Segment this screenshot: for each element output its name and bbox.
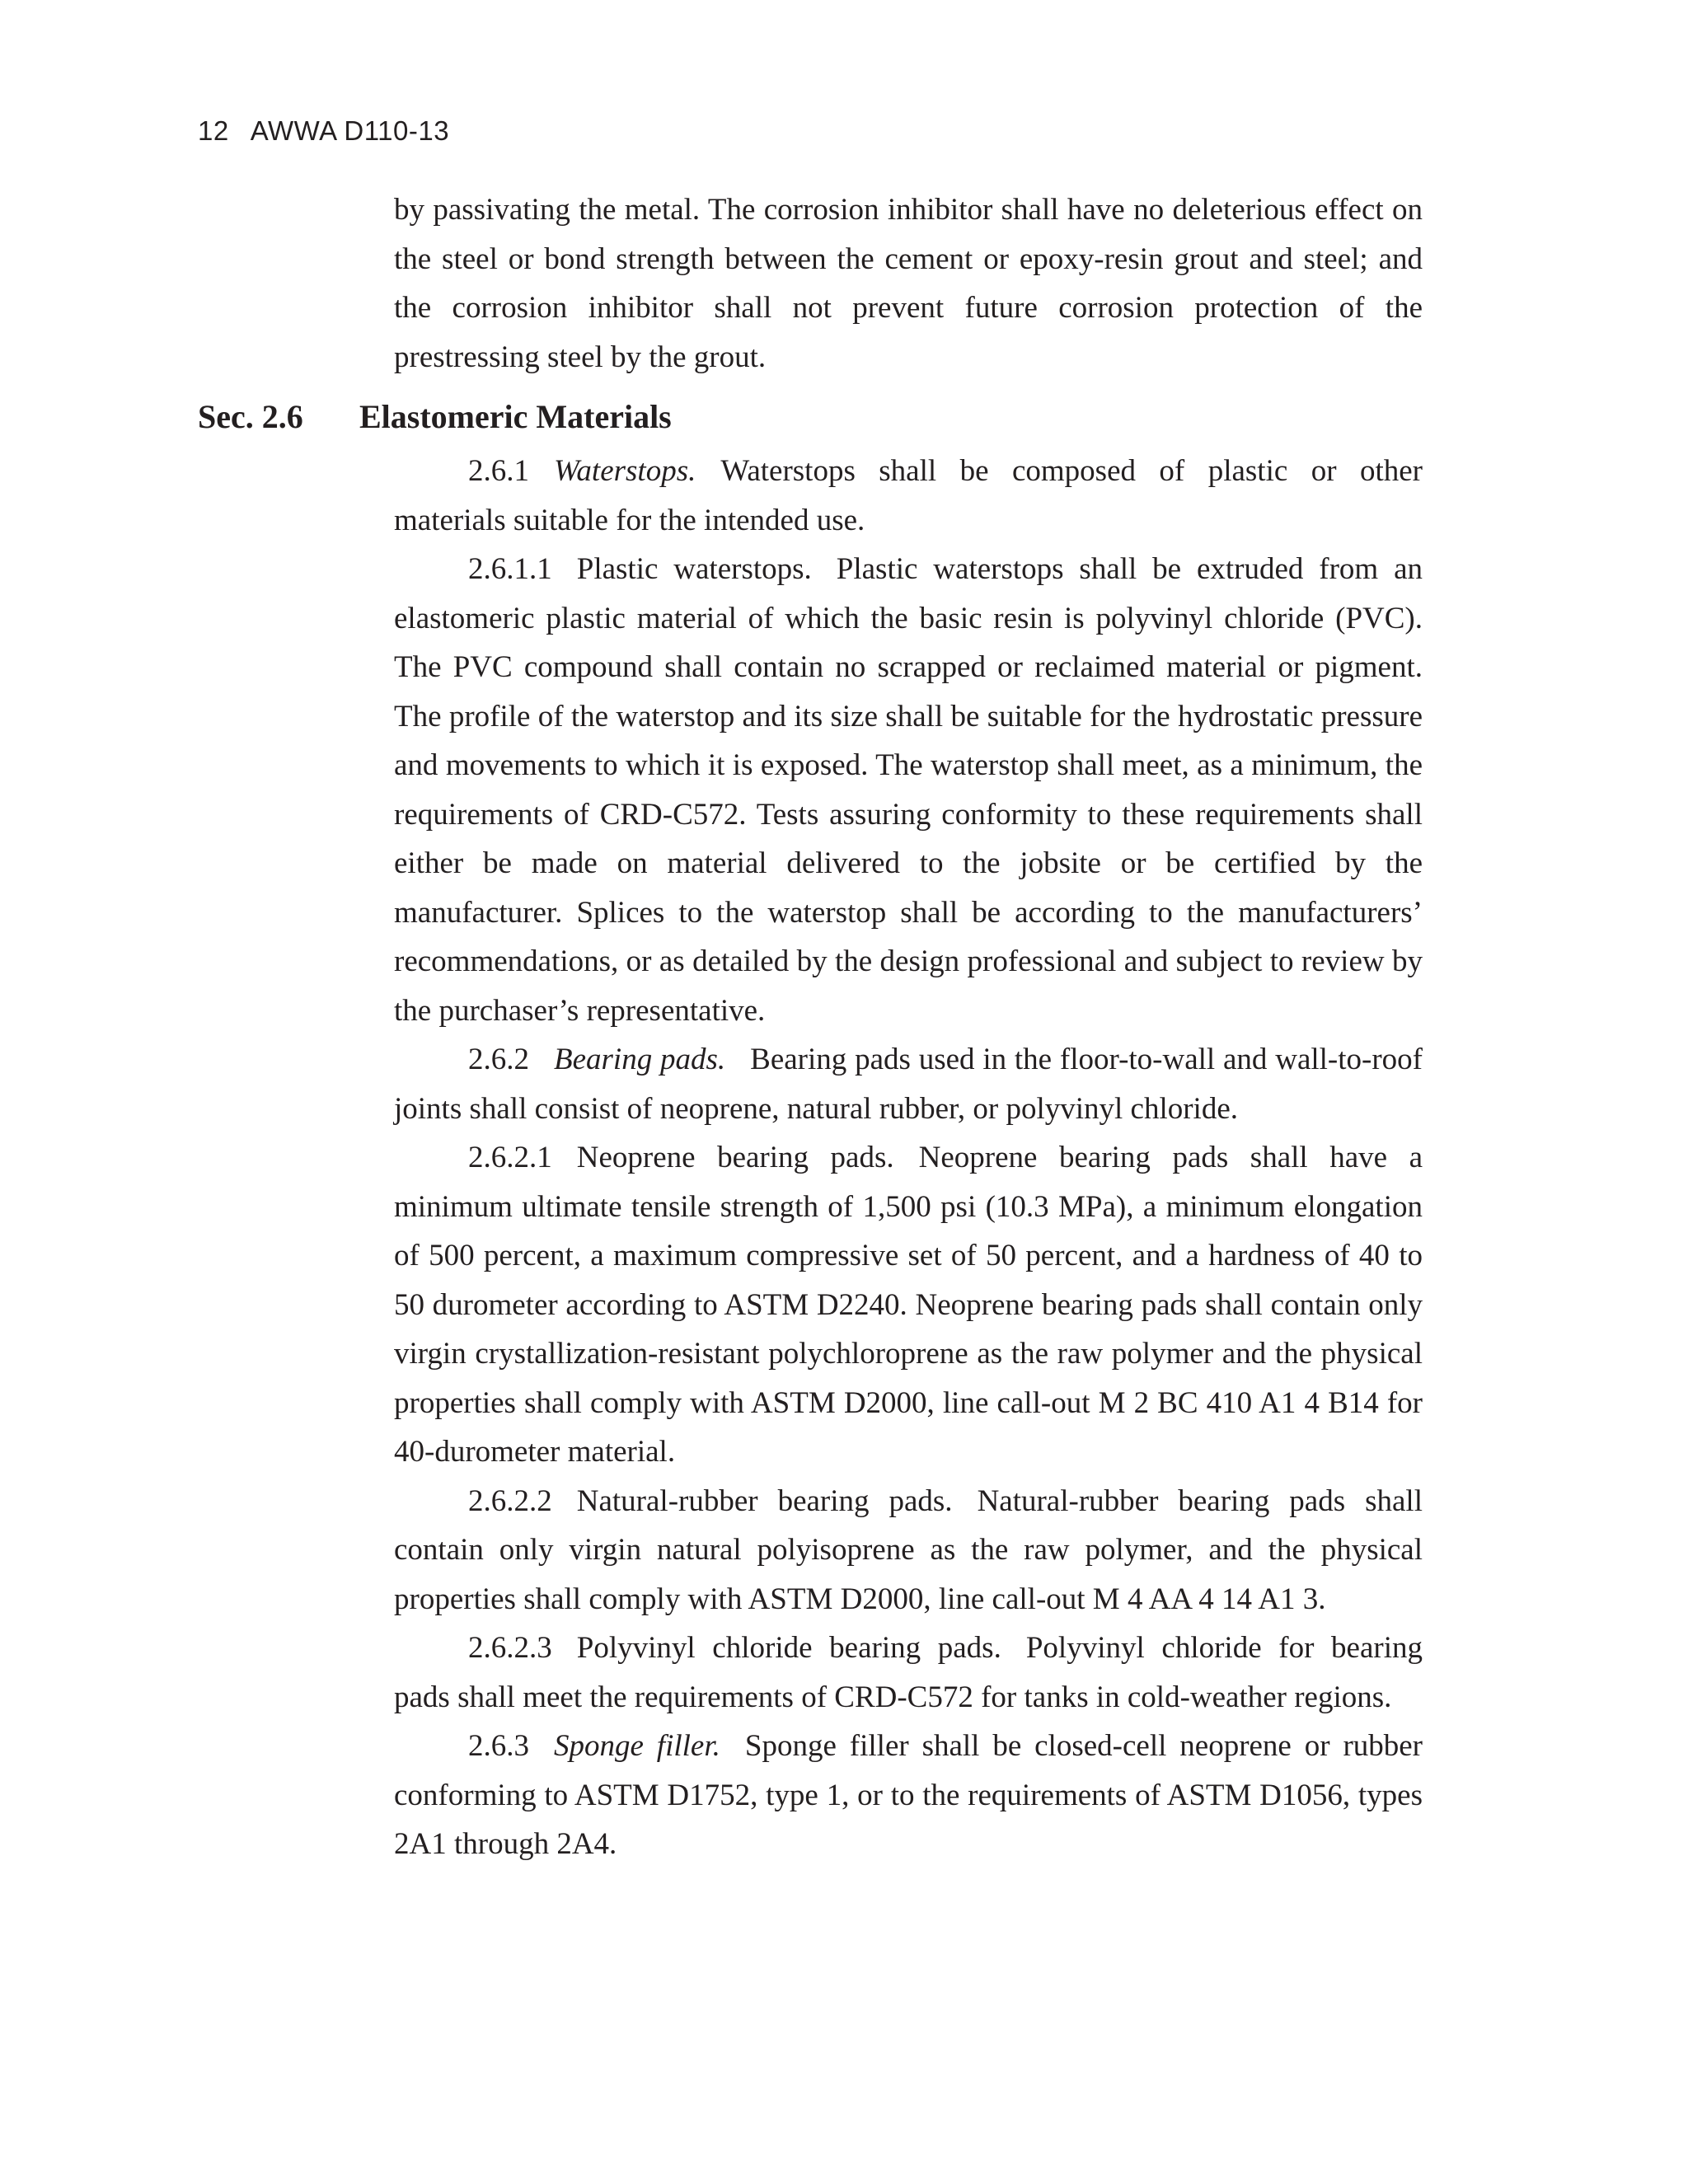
section-heading: [198, 397, 672, 436]
paragraph-text: Neoprene bearing pads shall have a minimum ultimate tensile strength of 1,500 psi (10.3 MPa), a minimum elongation of 500 percent, a maximum compressive set of 50 percent, and a hardness of 40 to 50 durometer according to ASTM D2240. Neoprene bearing pads shall contain only virgin crystallization-resistant polychloroprene as the raw polymer and the physical properties shall comply with ASTM D2000, line call-out M 2 BC 410 A1 4 B14 for 40-durometer material.: [394, 1141, 1423, 1469]
paragraph-text: Polyvinyl chloride for bearing pads shall meet the requirements of CRD-C572 for tanks in cold-weather regions.: [394, 1631, 1423, 1714]
paragraph-text: Sponge filler shall be closed-cell neoprene or rubber conforming to ASTM D1752, type 1, or to the requirements of ASTM D1056, types 2A1 through 2A4.: [394, 1729, 1423, 1861]
paragraph-number: 2.6.2.3: [468, 1631, 552, 1665]
page-number: 12: [198, 115, 229, 146]
paragraph-text: Bearing pads used in the floor-to-wall and wall-to-roof joints shall consist of neoprene, natural rubber, or polyvinyl chloride.: [394, 1043, 1423, 1126]
paragraph-number: 2.6.2: [468, 1043, 529, 1076]
paragraph-2-6-3: [394, 1722, 1423, 1869]
section-number: Sec. 2.6: [198, 398, 303, 435]
section-body: [394, 447, 1423, 1869]
paragraph-number: 2.6.3: [468, 1729, 529, 1763]
paragraph-text: Waterstops shall be composed of plastic or other materials suitable for the intended use.: [394, 454, 1423, 537]
paragraph-title: Waterstops.: [554, 454, 696, 488]
paragraph-text: Natural-rubber bearing pads shall contain only virgin natural polyisoprene as the raw polymer, and the physical properties shall comply with ASTM D2000, line call-out M 4 AA 4 14 A1 3.: [394, 1483, 1423, 1616]
section-title: Elastomeric Materials: [359, 398, 672, 435]
paragraph-title: Natural-rubber bearing pads.: [576, 1483, 953, 1518]
paragraph-number: 2.6.2.1: [468, 1141, 552, 1174]
paragraph-text: Plastic waterstops shall be extruded from an elastomeric plastic material of which the basic resin is polyvinyl chloride (PVC). The PVC compound shall contain no scrapped or reclaimed material or pigment. The profile of the waterstop and its size shall be suitable for the hydrostatic pressure and movements to which it is exposed. The waterstop shall meet, as a minimum, the requirements of CRD-C572. Tests assuring conformity to these requirements shall either be made on material delivered to the jobsite or be certified by the manufacturer. Splices to the waterstop shall be according to the manufacturers’ recommendations, or as detailed by the design professional and subject to review by the purchaser’s representative.: [394, 552, 1423, 1028]
paragraph-2-6-1: [394, 447, 1423, 545]
paragraph-title: Neoprene bearing pads.: [576, 1141, 894, 1174]
paragraph-title: Polyvinyl chloride bearing pads.: [576, 1631, 1001, 1665]
paragraph-number: 2.6.2.2: [468, 1483, 552, 1518]
paragraph-2-6-2: [394, 1035, 1423, 1133]
paragraph-title: Plastic waterstops.: [576, 552, 812, 586]
standard-id: AWWA D110-13: [250, 115, 450, 146]
paragraph-2-6-2-1: [394, 1133, 1423, 1477]
paragraph-number: 2.6.1: [468, 454, 529, 488]
paragraph-2-6-2-3: [394, 1624, 1423, 1722]
running-head: [198, 115, 449, 147]
paragraph-number: 2.6.1.1: [468, 552, 552, 586]
paragraph-2-6-2-2: [394, 1477, 1423, 1624]
paragraph-2-6-1-1: [394, 545, 1423, 1035]
intro-paragraph: by passivating the metal. The corrosion inhibitor shall have no deleterious effect on the steel or bond strength between the cement or epoxy-resin grout and steel; and the corrosion inhibitor shall not prevent future corrosion protection of the prestressing steel by the grout.: [394, 193, 1423, 374]
paragraph-title: Sponge filler.: [554, 1729, 720, 1763]
paragraph-title: Bearing pads.: [554, 1043, 726, 1076]
